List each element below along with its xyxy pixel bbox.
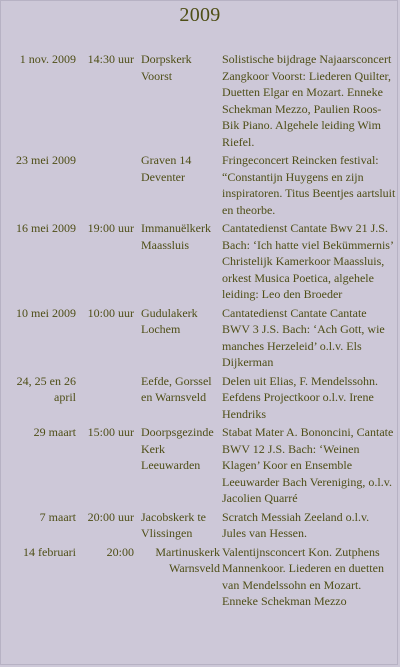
- event-date: 7 maart: [39, 509, 76, 524]
- event-row: [4, 373, 396, 425]
- event-place: Jacobskerk te Vlissingen: [141, 509, 206, 540]
- event-time: 20:00 uur: [87, 509, 134, 524]
- event-description: Solistische bijdrage Najaarsconcert Zangkoor Voorst: Liederen Quilter, Duetten Elgar en Mozart. Enneke Schekman Mezzo, Paulien Roos-Bik Piano. Algehele leiding Wim Riefel.: [222, 52, 392, 149]
- event-time: 20:00: [106, 544, 134, 559]
- event-description: Scratch Messiah Zeeland o.l.v. Jules van Hessen.: [222, 509, 370, 540]
- event-description: Cantatedienst Cantate Cantate BWV 3 J.S. Bach: ‘Ach Gott, wie manches Herzeleid’ o.l.v. Els Dijkerman: [222, 305, 385, 369]
- event-row: [4, 51, 396, 152]
- event-row: [4, 424, 396, 509]
- event-row: [4, 220, 396, 305]
- events-table: [4, 51, 396, 612]
- event-date: 10 mei 2009: [16, 305, 76, 320]
- event-place: Immanuëlkerk Maassluis: [141, 221, 211, 252]
- event-row: [4, 509, 396, 544]
- event-description: Stabat Mater A. Bononcini, Cantate BWV 12 J.S. Bach: ‘Weinen Klagen’ Koor en Ensemble Leeuwarder Bach Vereniging, o.l.v. Jacolien Quarré: [222, 425, 394, 505]
- event-place: Gudulakerk Lochem: [141, 305, 198, 336]
- event-description: Fringeconcert Reincken festival: “Constantijn Huygens en zijn inspiratoren. Titus Beentjes aartsluit en theorbe.: [222, 153, 396, 217]
- event-time: 14:30 uur: [87, 52, 134, 66]
- event-description: Valentijnsconcert Kon. Zutphens Mannenkoor. Liederen en duetten van Mendelssohn en Mozart. Enneke Schekman Mezzo: [222, 544, 384, 608]
- page-title: 2009: [179, 4, 221, 26]
- event-description: Cantatedienst Cantate Bwv 21 J.S. Bach: ‘Ich hatte viel Bekümmernis’ Christelijk Kamerkoor Maassluis, orkest Musica Poetica, algehele leiding: Leo den Broeder: [222, 221, 394, 301]
- event-place: Graven 14 Deventer: [141, 153, 192, 184]
- event-time: [80, 152, 141, 220]
- event-place: Doorpsgezinde Kerk Leeuwarden: [141, 425, 214, 472]
- event-time: 15:00 uur: [87, 425, 134, 439]
- event-time: [80, 373, 141, 425]
- event-date: 24, 25 en 26 april: [16, 373, 76, 404]
- event-time: 10:00 uur: [87, 305, 134, 320]
- event-date: 16 mei 2009: [16, 221, 76, 235]
- event-row: [4, 544, 396, 612]
- event-date: 23 mei 2009: [16, 153, 76, 167]
- event-date: 29 maart: [33, 425, 76, 439]
- event-place: Martinuskerk Warnsveld: [155, 544, 220, 575]
- event-date: 1 nov. 2009: [19, 52, 76, 66]
- event-date: 14 februari: [23, 544, 76, 559]
- event-time: 19:00 uur: [87, 221, 134, 235]
- event-place: Dorpskerk Voorst: [141, 52, 192, 83]
- event-place: Eefde, Gorssel en Warnsveld: [141, 373, 212, 404]
- event-row: [4, 305, 396, 373]
- event-description: Delen uit Elias, F. Mendelssohn. Eefdens Projectkoor o.l.v. Irene Hendriks: [222, 373, 379, 421]
- event-row: [4, 152, 396, 220]
